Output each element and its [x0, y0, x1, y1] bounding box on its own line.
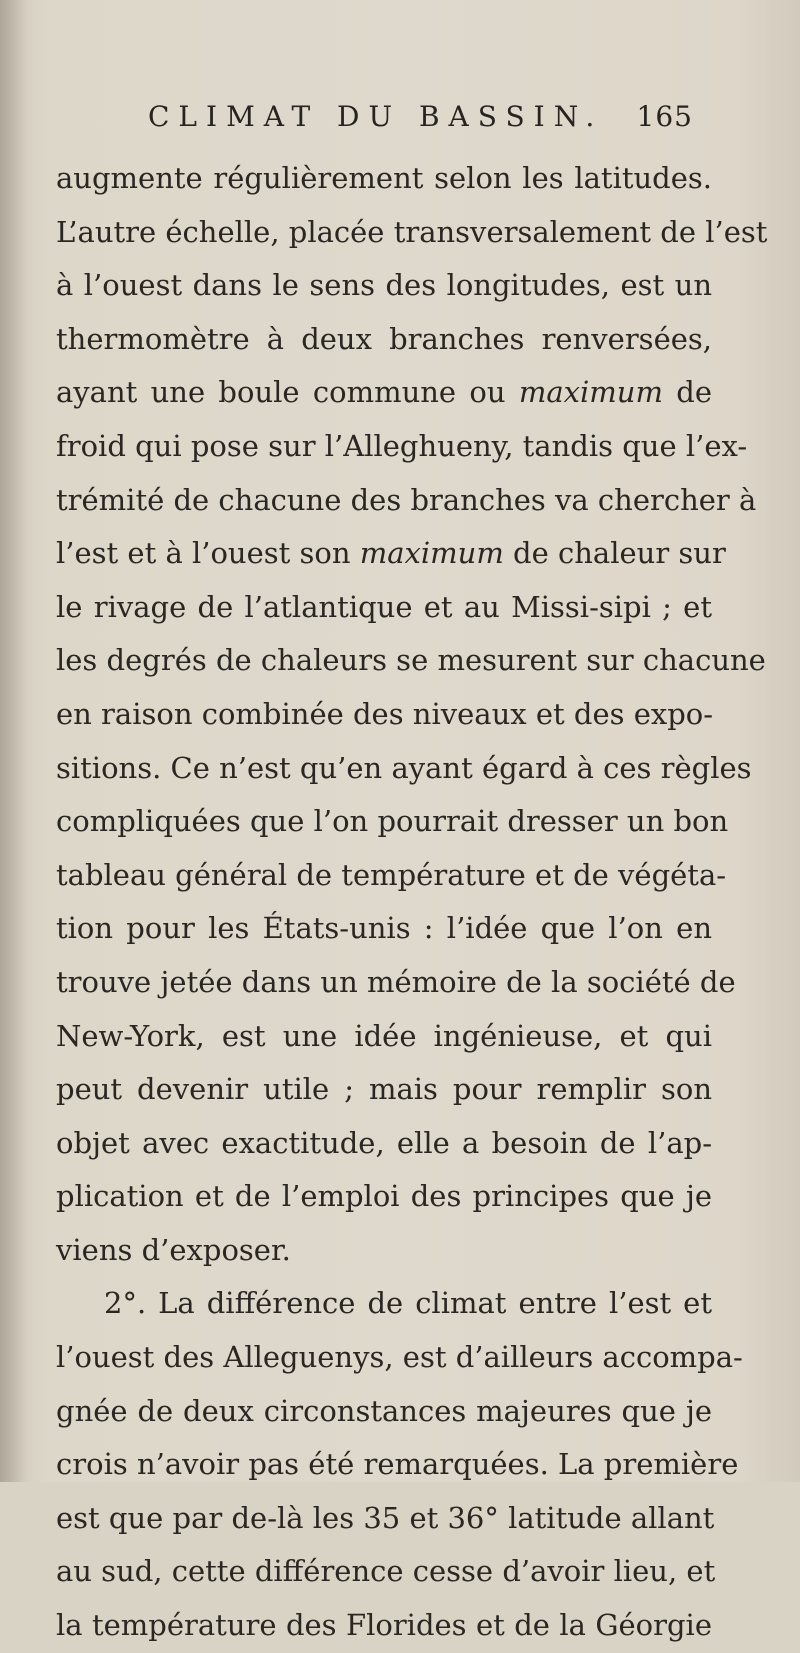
- body-text: [56, 152, 768, 1653]
- text-line: froid qui pose sur l’Alleghueny, tandis que l’ex-: [56, 428, 748, 463]
- text-line: trouve jetée dans un mémoire de la société de: [56, 964, 736, 999]
- text-line: thermomètre à deux branches renversées,: [56, 321, 712, 356]
- text-line: New-York, est une idée ingénieuse, et qui: [56, 1018, 712, 1053]
- text-line: peut devenir utile ; mais pour remplir son: [56, 1072, 712, 1107]
- text-line: viens d’exposer.: [56, 1232, 291, 1267]
- text-line: crois n’avoir pas été remarquées. La première: [56, 1447, 739, 1482]
- text-line: le rivage de l’atlantique et au Missi-sipi ; et: [56, 589, 712, 624]
- text-line: objet avec exactitude, elle a besoin de l’ap-: [56, 1125, 712, 1160]
- text-line: les degrés de chaleurs se mesurent sur chacune: [56, 643, 766, 678]
- gutter-shadow: [0, 0, 28, 1482]
- text-line: la température des Florides et de la Géorgie: [56, 1608, 712, 1643]
- running-title: CLIMAT DU BASSIN.: [148, 100, 604, 133]
- text-line: plication et de l’emploi des principes que je: [56, 1179, 712, 1214]
- page-header: [148, 100, 693, 140]
- text-line: 2°. La différence de climat entre l’est et: [104, 1286, 712, 1321]
- text-line: au sud, cette différence cesse d’avoir lieu, et: [56, 1554, 716, 1589]
- text-line: tion pour les États-unis : l’idée que l’on en: [56, 911, 712, 946]
- text-line: en raison combinée des niveaux et des expo-: [56, 696, 714, 731]
- text-line: l’ouest des Alleguenys, est d’ailleurs accompa-: [56, 1340, 743, 1375]
- text-line: tableau général de température et de végéta-: [56, 857, 727, 892]
- page-number: 165: [636, 100, 693, 133]
- text-line: augmente régulièrement selon les latitudes.: [56, 161, 712, 195]
- text-line: ayant une boule commune ou maximum de: [56, 375, 712, 410]
- text-line: à l’ouest dans le sens des longitudes, est un: [56, 268, 712, 303]
- text-line: gnée de deux circonstances majeures que je: [56, 1393, 712, 1428]
- text-line: est que par de-là les 35 et 36° latitude allant: [56, 1500, 715, 1535]
- text-line: sitions. Ce n’est qu’en ayant égard à ces règles: [56, 750, 752, 785]
- text-line: trémité de chacune des branches va chercher à: [56, 482, 757, 517]
- text-line: compliquées que l’on pourrait dresser un bon: [56, 804, 729, 839]
- text-line: l’est et à l’ouest son maximum de chaleur sur: [56, 536, 726, 571]
- text-line: L’autre échelle, placée transversalement de l’est: [56, 214, 768, 249]
